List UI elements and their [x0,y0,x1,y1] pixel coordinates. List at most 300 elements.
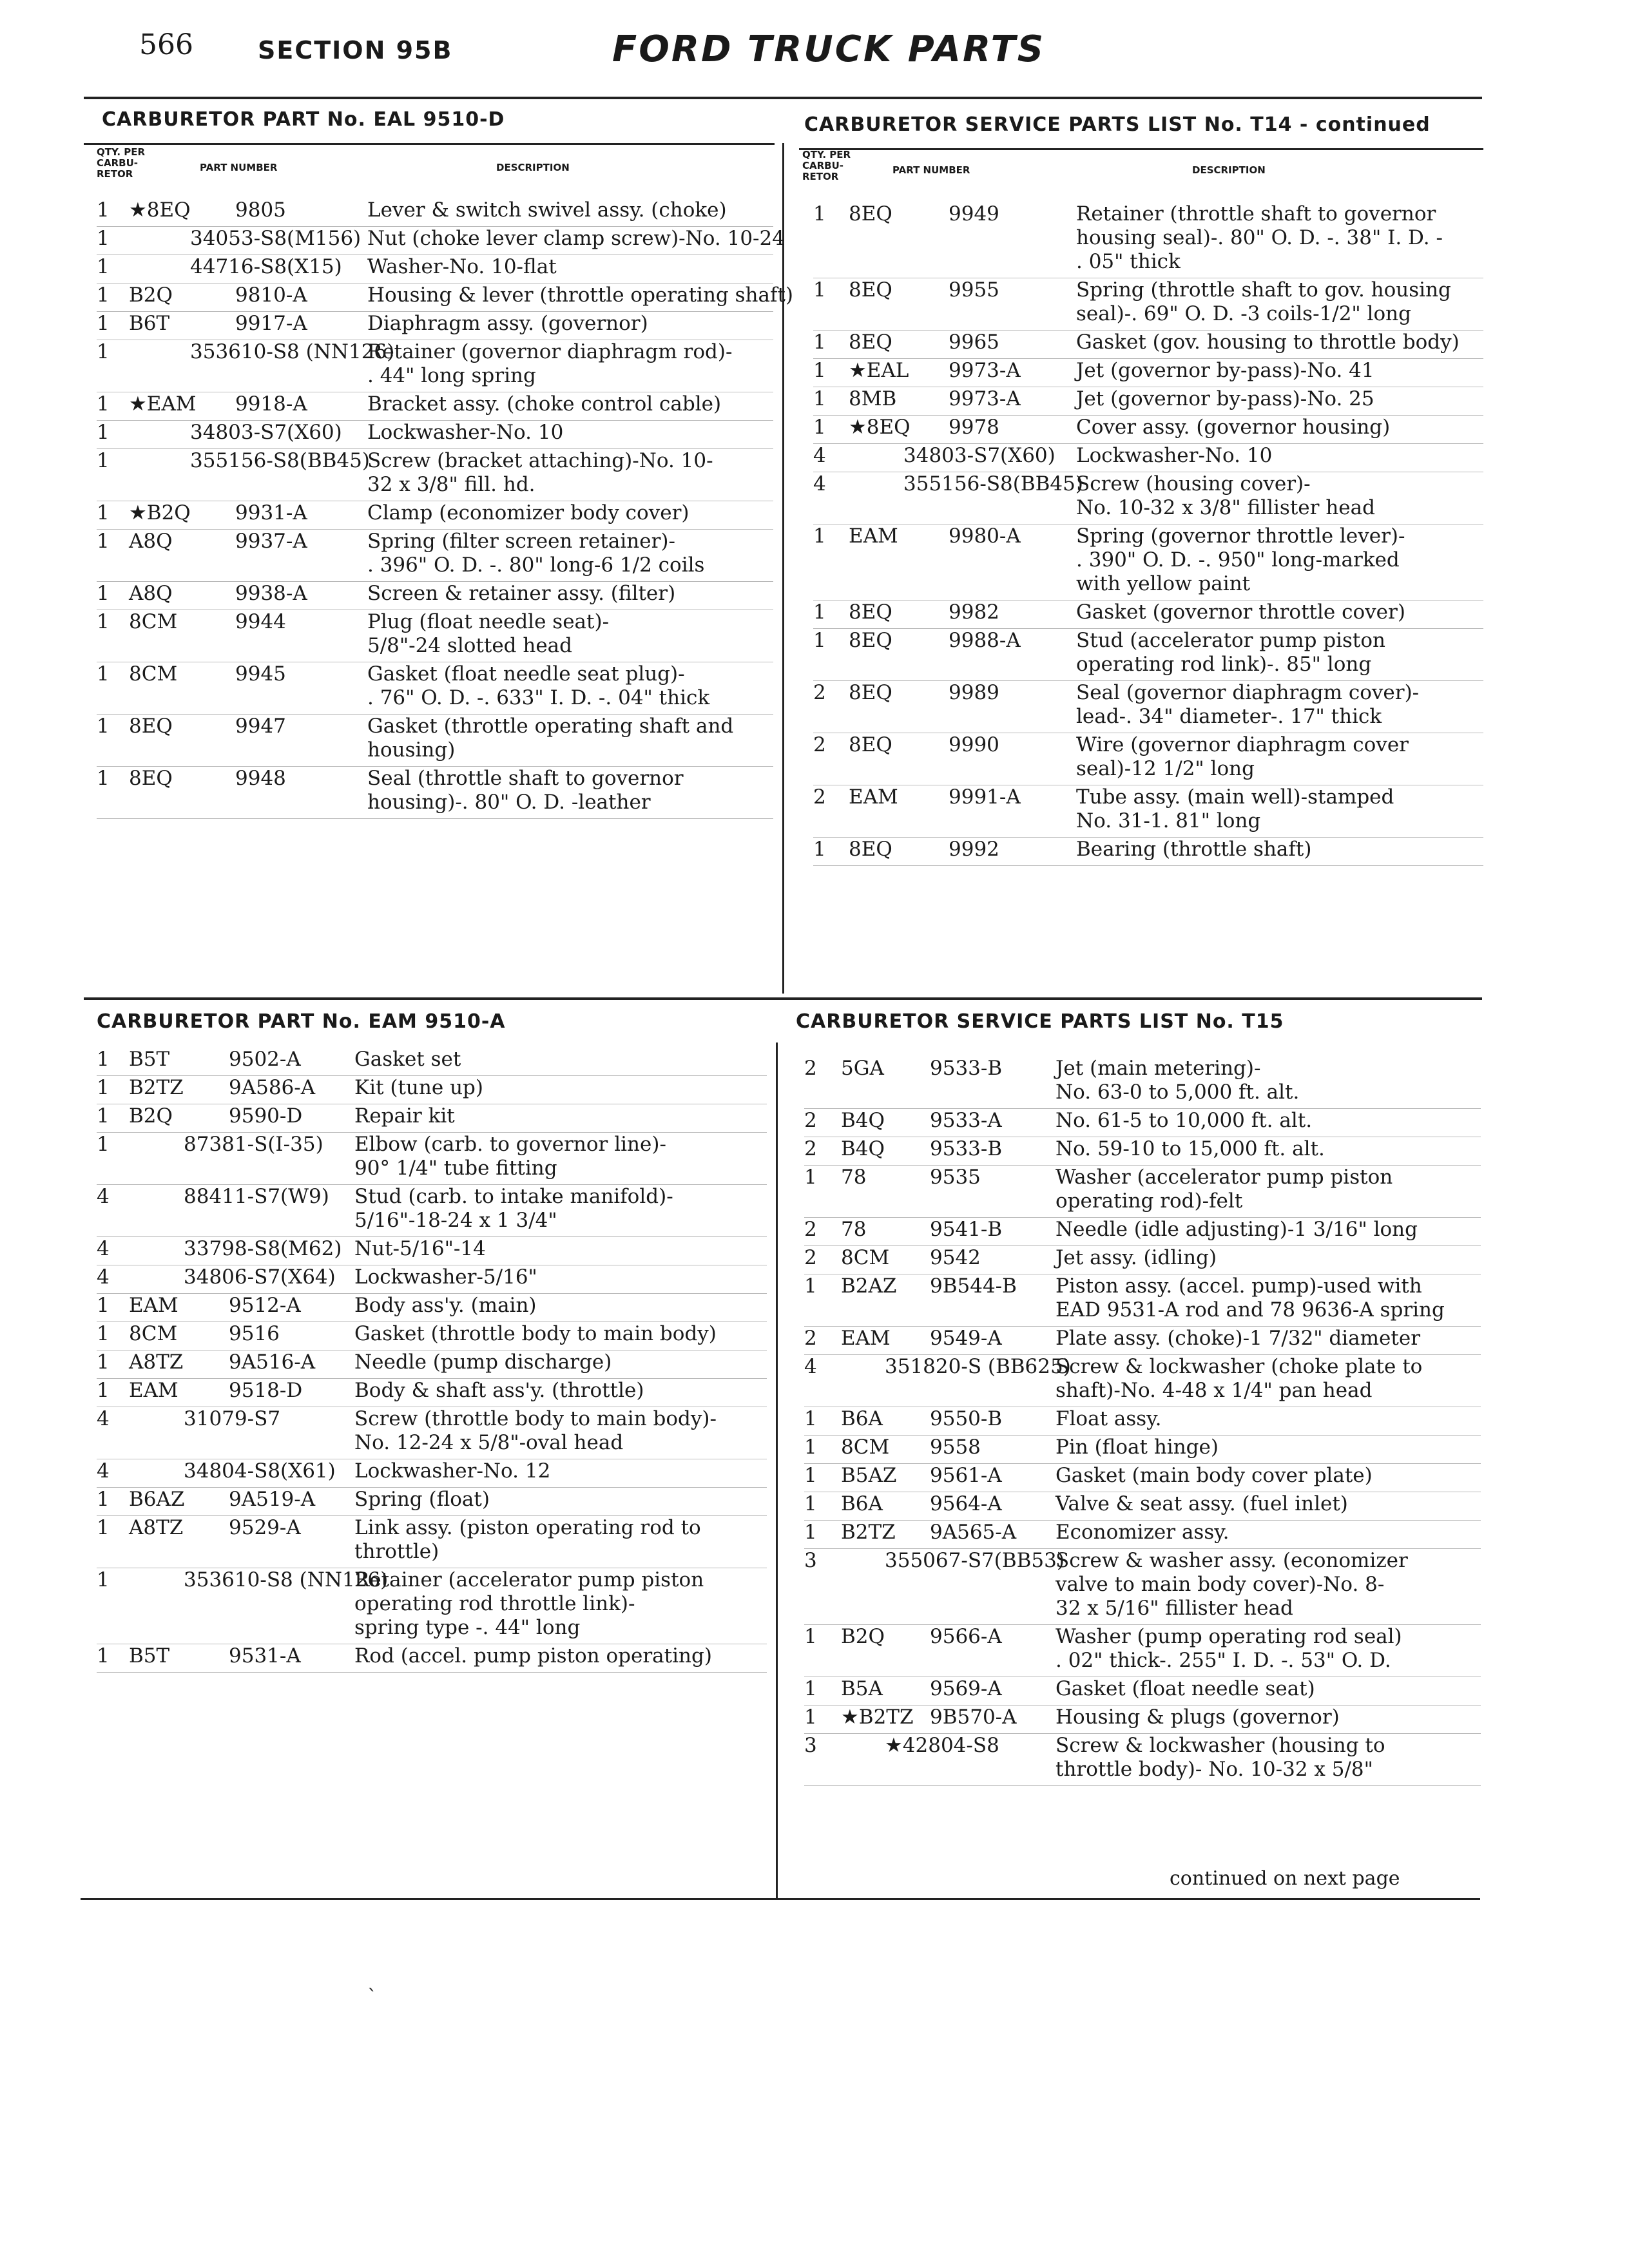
part-prefix-cell: EAM [129,1379,178,1402]
description-line: with yellow paint [1076,572,1251,595]
table-row [97,421,773,449]
part-number-cell: 9805 [235,198,286,222]
description-line: . 396" O. D. -. 80" long-6 1/2 coils [367,553,705,577]
description-line: Plate assy. (choke)-1 7/32" diameter [1055,1327,1421,1350]
qty-cell: 1 [813,416,826,439]
table-row [97,312,773,340]
description-cell [354,1350,612,1374]
table-row [804,1166,1481,1218]
part-number-cell: 9542 [930,1246,981,1269]
qty-cell: 1 [804,1521,817,1544]
part-prefix-cell: 78 [841,1218,867,1241]
qty-cell: 1 [813,359,826,382]
table-row [804,1625,1481,1677]
description-cell [1055,1464,1373,1488]
table-row [804,1734,1481,1786]
bottom-left-heading: CARBURETOR PART No. EAM 9510-A [97,1010,506,1033]
table-row [97,1568,767,1644]
part-number-cell: 9980-A [949,524,1021,548]
description-line: Jet (governor by-pass)-No. 41 [1076,359,1374,382]
description-cell [1055,1677,1315,1701]
top-left-heading: CARBURETOR PART No. EAL 9510-D [102,108,505,131]
table-row [97,582,773,610]
part-number-cell: 9947 [235,715,286,738]
qty-cell: 1 [97,767,110,790]
part-number-cell: 355067-S7(BB53) [885,1549,1065,1572]
table-row [97,255,773,284]
description-line: Screw & washer assy. (economizer [1055,1549,1408,1572]
description-cell [367,449,713,497]
bottom-left-parts-list [97,1048,767,1673]
description-cell [1076,416,1390,439]
description-cell [367,662,709,710]
description-cell [1055,1521,1229,1544]
description-cell [367,501,689,525]
description-line: Screw & lockwasher (choke plate to [1055,1355,1423,1378]
description-line: Lever & switch swivel assy. (choke) [367,198,727,222]
part-number-cell: 9988-A [949,629,1021,652]
part-prefix-cell: A8Q [129,530,173,553]
table-row [804,1677,1481,1706]
middle-rule [84,997,1482,1000]
description-cell [354,1407,717,1455]
description-line: Lockwasher-No. 12 [354,1459,551,1483]
description-line: operating rod)-felt [1055,1189,1243,1213]
table-row [97,284,793,312]
part-number-cell: 34806-S7(X64) [184,1265,336,1289]
description-cell [1055,1057,1299,1104]
qty-cell: 1 [813,838,826,861]
part-prefix-cell: B4Q [841,1137,885,1160]
description-line: housing seal)-. 80" O. D. -. 38" I. D. - [1076,226,1443,249]
description-line: Lockwasher-No. 10 [367,421,564,444]
table-row [813,733,1483,785]
top-left-heading-rule [84,143,775,145]
description-line: Rod (accel. pump piston operating) [354,1644,712,1667]
qty-cell: 1 [97,1379,110,1402]
description-line: . 76" O. D. -. 633" I. D. -. 04" thick [367,686,710,709]
stray-mark: ` [367,1986,377,2008]
description-line: Washer (pump operating rod seal) [1055,1625,1402,1648]
table-row [804,1327,1481,1355]
qty-cell: 1 [97,1644,110,1667]
section-label: SECTION 95B [258,36,453,64]
part-prefix-cell: B5T [129,1048,170,1071]
description-line: operating rod throttle link)- [354,1592,635,1615]
part-prefix-cell: 78 [841,1166,867,1189]
part-prefix-cell: B5AZ [841,1464,897,1487]
table-row [804,1274,1481,1327]
table-row [813,524,1483,601]
part-prefix-cell: B2Q [129,1104,173,1128]
description-cell [354,1322,717,1346]
table-row [813,416,1483,444]
description-cell [1076,444,1272,468]
description-cell [1055,1327,1420,1350]
part-number-cell: 9944 [235,610,286,633]
description-line: Wire (governor diaphragm cover [1076,733,1409,756]
part-prefix-cell: ★B2Q [129,501,191,524]
table-row [97,1379,767,1407]
table-row [97,610,773,662]
part-prefix-cell: B5T [129,1644,170,1667]
qty-cell: 1 [97,582,110,605]
table-row [813,785,1483,838]
qty-cell: 1 [804,1436,817,1459]
description-line: throttle) [354,1540,439,1563]
part-number-cell: 9541-B [930,1218,1003,1241]
table-row [97,501,773,530]
qty-cell: 4 [813,444,826,467]
qty-cell: 1 [804,1706,817,1729]
description-line: Retainer (accelerator pump piston [354,1568,704,1591]
table-row [813,359,1483,387]
description-line: EAD 9531-A rod and 78 9636-A spring [1055,1298,1445,1321]
table-row [97,1133,767,1185]
part-number-cell: 9533-A [930,1109,1002,1132]
qty-cell: 1 [813,524,826,548]
description-cell [354,1185,673,1233]
qty-cell: 1 [97,392,110,416]
part-number-cell: 9533-B [930,1057,1003,1080]
top-right-heading: CARBURETOR SERVICE PARTS LIST No. T14 - continued [804,113,1431,136]
part-number-cell: 9949 [949,202,999,226]
qty-cell: 2 [804,1057,817,1080]
part-prefix-cell: B5A [841,1677,883,1700]
qty-cell: 1 [804,1274,817,1298]
description-cell [367,340,732,388]
table-row [97,198,773,227]
part-prefix-cell: B2TZ [841,1521,896,1544]
description-line: Spring (filter screen retainer)- [367,530,675,553]
description-line: Needle (idle adjusting)-1 3/16" long [1055,1218,1418,1241]
part-prefix-cell: 8EQ [849,629,892,652]
qty-header: QTY. PER CARBU- RETOR [802,149,851,182]
description-line: No. 12-24 x 5/8"-oval head [354,1431,624,1454]
description-cell [354,1459,550,1483]
part-number-cell: 9550-B [930,1407,1003,1430]
description-line: housing) [367,738,456,762]
part-prefix-cell: 8EQ [129,715,173,738]
description-line: No. 59-10 to 15,000 ft. alt. [1055,1137,1325,1160]
qty-cell: 1 [97,449,110,472]
description-cell [1076,278,1451,326]
part-number-cell: 9516 [229,1322,280,1345]
description-line: No. 31-1. 81" long [1076,809,1261,832]
description-line: Tube assy. (main well)-stamped [1076,785,1394,809]
description-line: Jet (main metering)- [1055,1057,1261,1080]
part-number-cell: 34053-S8(M156) [190,227,361,250]
table-row [97,1237,767,1265]
table-row [804,1355,1481,1407]
description-line: Link assy. (piston operating rod to [354,1516,701,1539]
description-line: Jet assy. (idling) [1055,1246,1217,1269]
part-number-cell: 9965 [949,331,999,354]
description-cell [354,1294,537,1318]
part-number-cell: 87381-S(I-35) [184,1133,323,1156]
qty-cell: 1 [97,1516,110,1539]
table-row [97,530,773,582]
qty-cell: 4 [97,1459,110,1483]
description-cell [1076,472,1375,520]
description-line: Washer (accelerator pump piston [1055,1166,1393,1189]
part-prefix-cell: ★EAL [849,359,909,382]
description-line: Screw (bracket attaching)-No. 10- [367,449,713,472]
description-line: Plug (float needle seat)- [367,610,610,633]
part-prefix-cell: B6AZ [129,1488,185,1511]
part-prefix-cell: EAM [841,1327,891,1350]
part-prefix-cell: B4Q [841,1109,885,1132]
table-row [97,449,773,501]
qty-cell: 1 [97,1133,110,1156]
part-number-cell: 9512-A [229,1294,301,1317]
qty-cell: 2 [813,681,826,704]
page-number: 566 [139,28,193,61]
table-row [97,1185,767,1237]
table-row [97,662,773,715]
description-line: . 390" O. D. -. 950" long-marked [1076,548,1400,572]
part-prefix-cell: 8EQ [849,202,892,226]
part-number-cell: 9938-A [235,582,307,605]
description-cell [354,1048,461,1072]
description-line: Diaphragm assy. (governor) [367,312,648,335]
part-prefix-cell: 8EQ [849,331,892,354]
description-line: operating rod link)-. 85" long [1076,653,1372,676]
description-cell [367,610,609,658]
top-column-divider [782,143,784,994]
description-cell [367,530,704,577]
part-number-cell: 9978 [949,416,999,439]
description-line: Washer-No. 10-flat [367,255,557,278]
part-prefix-cell: 5GA [841,1057,884,1080]
continued-note: continued on next page [1170,1867,1400,1890]
description-line: Pin (float hinge) [1055,1436,1219,1459]
part-prefix-cell: 8CM [129,662,178,686]
table-row [804,1137,1481,1166]
description-cell [1055,1625,1402,1673]
part-number-cell: 9A565-A [930,1521,1017,1544]
table-row [813,387,1483,416]
part-number-cell: 9990 [949,733,999,756]
description-cell [367,284,793,307]
qty-cell: 1 [97,501,110,524]
part-prefix-cell: B2Q [841,1625,885,1648]
part-number-cell: 351820-S (BB625) [885,1355,1071,1378]
description-cell [367,767,684,814]
part-number-cell: 9A516-A [229,1350,316,1374]
qty-cell: 1 [97,255,110,278]
qty-cell: 1 [97,715,110,738]
part-number-cell: 9558 [930,1436,981,1459]
description-line: Gasket set [354,1048,461,1071]
qty-cell: 1 [97,1076,110,1099]
description-line: Float assy. [1055,1407,1162,1430]
description-cell [367,392,721,416]
table-row [97,392,773,421]
part-number-cell: 9931-A [235,501,307,524]
part-prefix-cell: B2Q [129,284,173,307]
part-prefix-cell: 8EQ [849,601,892,624]
table-row [97,1076,767,1104]
description-cell [1055,1166,1393,1213]
description-line: Screw (throttle body to main body)- [354,1407,717,1430]
qty-cell: 1 [97,1322,110,1345]
description-line: 5/16"-18-24 x 1 3/4" [354,1209,557,1232]
part-number-cell: 9992 [949,838,999,861]
description-line: 32 x 5/16" fillister head [1055,1597,1293,1620]
description-line: Bearing (throttle shaft) [1076,838,1312,861]
top-right-parts-list [813,202,1483,866]
part-prefix-cell: B6A [841,1492,883,1515]
description-line: Housing & lever (throttle operating shaft) [367,284,793,307]
description-cell [354,1133,666,1180]
part-number-cell: 9549-A [930,1327,1002,1350]
description-line: No. 10-32 x 3/8" fillister head [1076,496,1375,519]
part-number-cell: 9918-A [235,392,307,416]
description-line: Lockwasher-No. 10 [1076,444,1273,467]
part-prefix-cell: B6T [129,312,170,335]
qty-cell: 3 [804,1549,817,1572]
description-line: Valve & seat assy. (fuel inlet) [1055,1492,1348,1515]
part-number-cell: 44716-S8(X15) [190,255,342,278]
description-line: Stud (carb. to intake manifold)- [354,1185,673,1208]
part-prefix-cell: B2TZ [129,1076,184,1099]
qty-cell: 1 [97,662,110,686]
top-left-parts-list [97,198,793,819]
description-cell [1076,785,1394,833]
table-row [804,1521,1481,1549]
table-row [97,1488,767,1516]
description-line: Seal (governor diaphragm cover)- [1076,681,1420,704]
part-number-cell: 34803-S7(X60) [190,421,342,444]
qty-cell: 1 [813,601,826,624]
description-line: . 02" thick-. 255" I. D. -. 53" O. D. [1055,1649,1391,1672]
qty-cell: 1 [97,227,110,250]
table-row [804,1218,1481,1246]
table-row [804,1057,1481,1109]
description-cell [1055,1137,1325,1161]
description-line: Repair kit [354,1104,455,1128]
part-number-header: PART NUMBER [892,164,970,176]
qty-cell: 1 [813,629,826,652]
part-prefix-cell: B2AZ [841,1274,897,1298]
qty-cell: 1 [97,1488,110,1511]
part-number-cell: 9531-A [229,1644,301,1667]
bottom-right-parts-list [804,1057,1481,1786]
part-number-cell: 9955 [949,278,999,302]
part-number-cell: 355156-S8(BB45) [903,472,1083,495]
description-line: Bracket assy. (choke control cable) [367,392,722,416]
table-row [813,444,1483,472]
part-prefix-cell: A8Q [129,582,173,605]
part-prefix-cell: ★EAM [129,392,197,416]
table-row [97,1644,767,1673]
table-row [813,202,1483,278]
qty-cell: 4 [97,1237,110,1260]
description-header: DESCRIPTION [496,162,570,173]
part-number-cell: 9982 [949,601,999,624]
part-number-cell: 9B544-B [930,1274,1017,1298]
description-line: Gasket (throttle operating shaft and [367,715,734,738]
qty-cell: 1 [97,284,110,307]
part-prefix-cell: EAM [129,1294,178,1317]
qty-cell: 2 [804,1218,817,1241]
table-row [804,1109,1481,1137]
description-line: Kit (tune up) [354,1076,483,1099]
description-cell [367,312,648,336]
qty-cell: 1 [813,202,826,226]
description-cell [1055,1246,1217,1270]
description-cell [1055,1355,1422,1403]
part-number-cell: 9810-A [235,284,307,307]
description-line: Economizer assy. [1055,1521,1229,1544]
description-cell [1055,1734,1385,1782]
description-line: Screen & retainer assy. (filter) [367,582,676,605]
description-cell [367,198,727,222]
description-line: Clamp (economizer body cover) [367,501,689,524]
description-line: spring type -. 44" long [354,1616,581,1639]
description-cell [367,421,563,445]
part-prefix-cell: A8TZ [129,1516,184,1539]
part-prefix-cell: 8CM [129,1322,178,1345]
description-cell [1076,359,1374,383]
part-prefix-cell: 8EQ [129,767,173,790]
part-number-cell: 34804-S8(X61) [184,1459,336,1483]
table-row [813,601,1483,629]
description-line: shaft)-No. 4-48 x 1/4" pan head [1055,1379,1373,1402]
table-row [97,1322,767,1350]
part-prefix-cell: ★8EQ [849,416,911,439]
description-line: Stud (accelerator pump piston [1076,629,1386,652]
part-number-cell: 9A519-A [229,1488,316,1511]
qty-cell: 1 [804,1407,817,1430]
part-number-cell: 9566-A [930,1625,1002,1648]
part-number-cell: 9917-A [235,312,307,335]
qty-cell: 1 [97,1350,110,1374]
qty-cell: 1 [97,312,110,335]
part-number-header: PART NUMBER [200,162,278,173]
table-row [97,1265,767,1294]
description-line: Gasket (gov. housing to throttle body) [1076,331,1460,354]
description-line: Gasket (float needle seat) [1055,1677,1315,1700]
part-prefix-cell: A8TZ [129,1350,184,1374]
description-cell [1055,1549,1408,1620]
description-line: Spring (throttle shaft to gov. housing [1076,278,1451,302]
description-cell [1055,1436,1219,1459]
description-line: Jet (governor by-pass)-No. 25 [1076,387,1374,410]
qty-cell: 1 [97,198,110,222]
description-cell [367,582,675,606]
description-cell [367,227,785,251]
table-row [804,1436,1481,1464]
description-cell [1055,1274,1445,1322]
bottom-rule [81,1898,1480,1900]
top-right-column-headers [802,149,1479,195]
description-line: lead-. 34" diameter-. 17" thick [1076,705,1382,728]
table-row [813,681,1483,733]
part-number-cell: 9502-A [229,1048,301,1071]
description-line: housing)-. 80" O. D. -leather [367,791,651,814]
qty-cell: 3 [804,1734,817,1757]
description-line: 5/8"-24 slotted head [367,634,573,657]
description-line: Elbow (carb. to governor line)- [354,1133,666,1156]
qty-cell: 2 [804,1137,817,1160]
qty-cell: 1 [97,1104,110,1128]
description-line: Gasket (governor throttle cover) [1076,601,1405,624]
page-title: FORD TRUCK PARTS [612,28,1046,70]
description-cell [1076,601,1405,624]
table-row [97,1104,767,1133]
